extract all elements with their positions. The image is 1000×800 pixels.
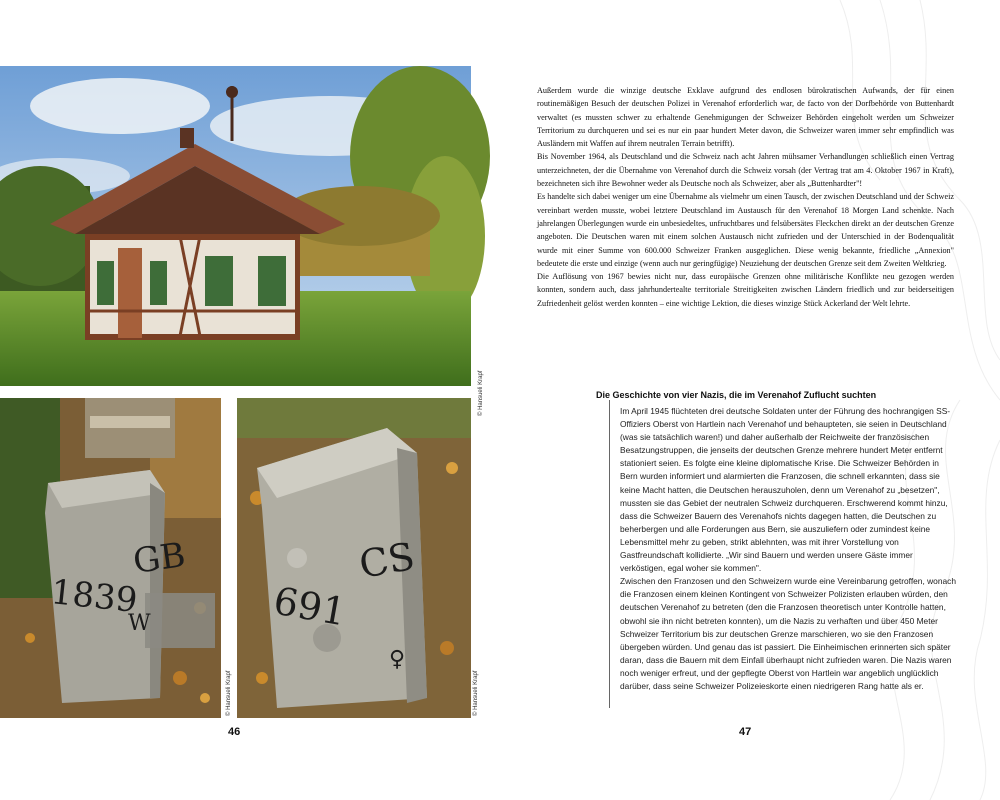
page-number-right: 47 (739, 726, 752, 738)
main-body-text (537, 84, 954, 310)
photo-credit: © Hansueli Krapf (478, 370, 484, 416)
photo-boundary-stone-691 (237, 398, 479, 718)
page-number-left: 46 (228, 726, 241, 738)
stone-engraving-top: CS (355, 533, 418, 587)
body-paragraph: Die Auflösung von 1967 bewies nicht nur, dass europäische Grenzen ohne militärische Konflikte neu gezogen werden konnten, sondern auch, dass jahrhundertealte territoriale Streitigkeiten zwischen Ländern friedlich und zur beiderseitigen Zufriedenheit gelöst werden konnten – eine wichtige Lektion, die dieses winzige Stück Ackerland der Welt lehrte. (537, 272, 954, 308)
stone-engraving-number: 691 (270, 578, 350, 635)
stone-symbol: ♀ (389, 647, 406, 672)
sidebar-text (620, 405, 958, 693)
body-paragraph: Außerdem wurde die winzige deutsche Exklave aufgrund des endlosen bürokratischen Aufwands, der für einen routinemäßigen Besuch der deutschen Polizei in Verenahof erforderlich war, de facto von der Dorfbehörde von Buttenhardt verwaltet (es mussten schwer zu erhaltende Genehmigungen der Schweizer Behörden eingeholt werden um Schweizer Territorium zu durchqueren und sei es nur ein paar hundert Meter davon, die Schweizer waren immer sehr empfindlich was Ausländern mit Waffen auf ihrem neutralen Terrain betrifft). (537, 86, 954, 149)
sidebar-paragraph: Zwischen den Franzosen und den Schweizern wurde eine Vereinbarung getroffen, wonach die Franzosen einem kleinen Kontingent von Schweizer Polizisten erlauben würden, den deutschen Verenahof zu betreten (den die Franzosen theoretisch unter Kontrolle hatten, obwohl sie ihn nicht betreten konnten), um die Nazis zu verhaften und über 450 Meter Schweizer Territorium bis zur deutschen Grenze marschieren, wo sie den Franzosen übergeben würden. Und genau das ist passiert. Die Einheimischen erinnerten sich später daran, dass die Bauern mit dem Einfall überhaupt nicht zufrieden waren. Die Nazis waren noch weniger erfreut, und der gepflegte Oberst von Hartlein war angeblich unglücklich darüber, dass seine Schweizer Polizeieskorte einen niedrigeren Rang hatte als er. (620, 576, 956, 691)
stone-engraving-year: 1839 (49, 572, 140, 621)
photo-credit: © Hansueli Krapf (226, 670, 232, 716)
sidebar-title: Die Geschichte von vier Nazis, die im Verenahof Zuflucht suchten (596, 390, 877, 400)
photo-credit: © Hansueli Krapf (473, 670, 479, 716)
photo-fachwerk-hut (0, 66, 484, 416)
photo-boundary-stone-1839 (0, 398, 232, 718)
stone-engraving-top: GB (130, 535, 188, 582)
stone-engraving-bottom: W (128, 611, 151, 636)
body-paragraph: Es handelte sich dabei weniger um eine Übernahme als vielmehr um einen Tausch, der zwischen Deutschland und der Schweiz vereinbart werden musste, wobei letztere Deutschland im Austausch für den Verenahof 18 Morgen Land schenkte. Nach jahrelangen Überlegungen wurde ein unbesiedeltes, unfruchtbares und felsübersätes Fleckchen direkt an der deutschen Grenze angeboten. Die Deutschen waren mit einem solchen Austausch nicht zufrieden und der Unterschied in der Bodenqualität wurde mit einer Summe von 600.000 Schweizer Franken ausgeglichen. Diese wenig bekannte, friedliche „Annexion" bedeutete die erste und einzige (wenn auch nur geringfügige) Neuziehung der deutschen Grenze seit dem Zweiten Weltkrieg. (537, 192, 954, 268)
sidebar-rule (609, 400, 610, 708)
body-paragraph: Bis November 1964, als Deutschland und die Schweiz nach acht Jahren mühsamer Verhandlungen schließlich einen Vertrag unterzeichneten, der die Übernahme von Verenahof durch die Schweiz vorsah (der Vertrag trat am 4. Oktober 1967 in Kraft), bezeichneten sich ihre Bewohner weder als Deutsche noch als Schweizer, aber als „Buttenhardter"! (537, 152, 954, 189)
sidebar-paragraph: Im April 1945 flüchteten drei deutsche Soldaten unter der Führung des hochrangigen SS-Offiziers Oberst von Hartlein nach Verenahof und behaupteten, sie seien in Deutschland (was sie tatsächlich waren!) und daher außerhalb der Reichweite der französischen Besatzungstruppen, die jenseits der deutschen Grenze mehrere hundert Meter entfernt stationiert seien. Es folgte eine kleine diplomatische Krise. Die Schweizer Behörden in Bern wurden informiert und alarmierten die Franzosen, die schnell erkannten, dass sie keine Macht hatten, die Deutschen herauszuholen, denn um Verenahof zu „besetzen", mussten sie das Gebiet der neutralen Schweiz durchqueren. Erschwerend kommt hinzu, dass die Schweizer Bauern des Verenahofs nichts dagegen hatten, die Deutschen zu beherbergen und alle Forderungen aus Bern, sie auszuliefern oder zumindest keine Lebensmittel mehr zu geben, strikt ablehnten, was mit ihrer Vorstellung von Gastfreundschaft kollidierte. „Wir sind Bauern und werden unsere Gäste immer verköstigen, egal woher sie kommen". (620, 406, 951, 574)
